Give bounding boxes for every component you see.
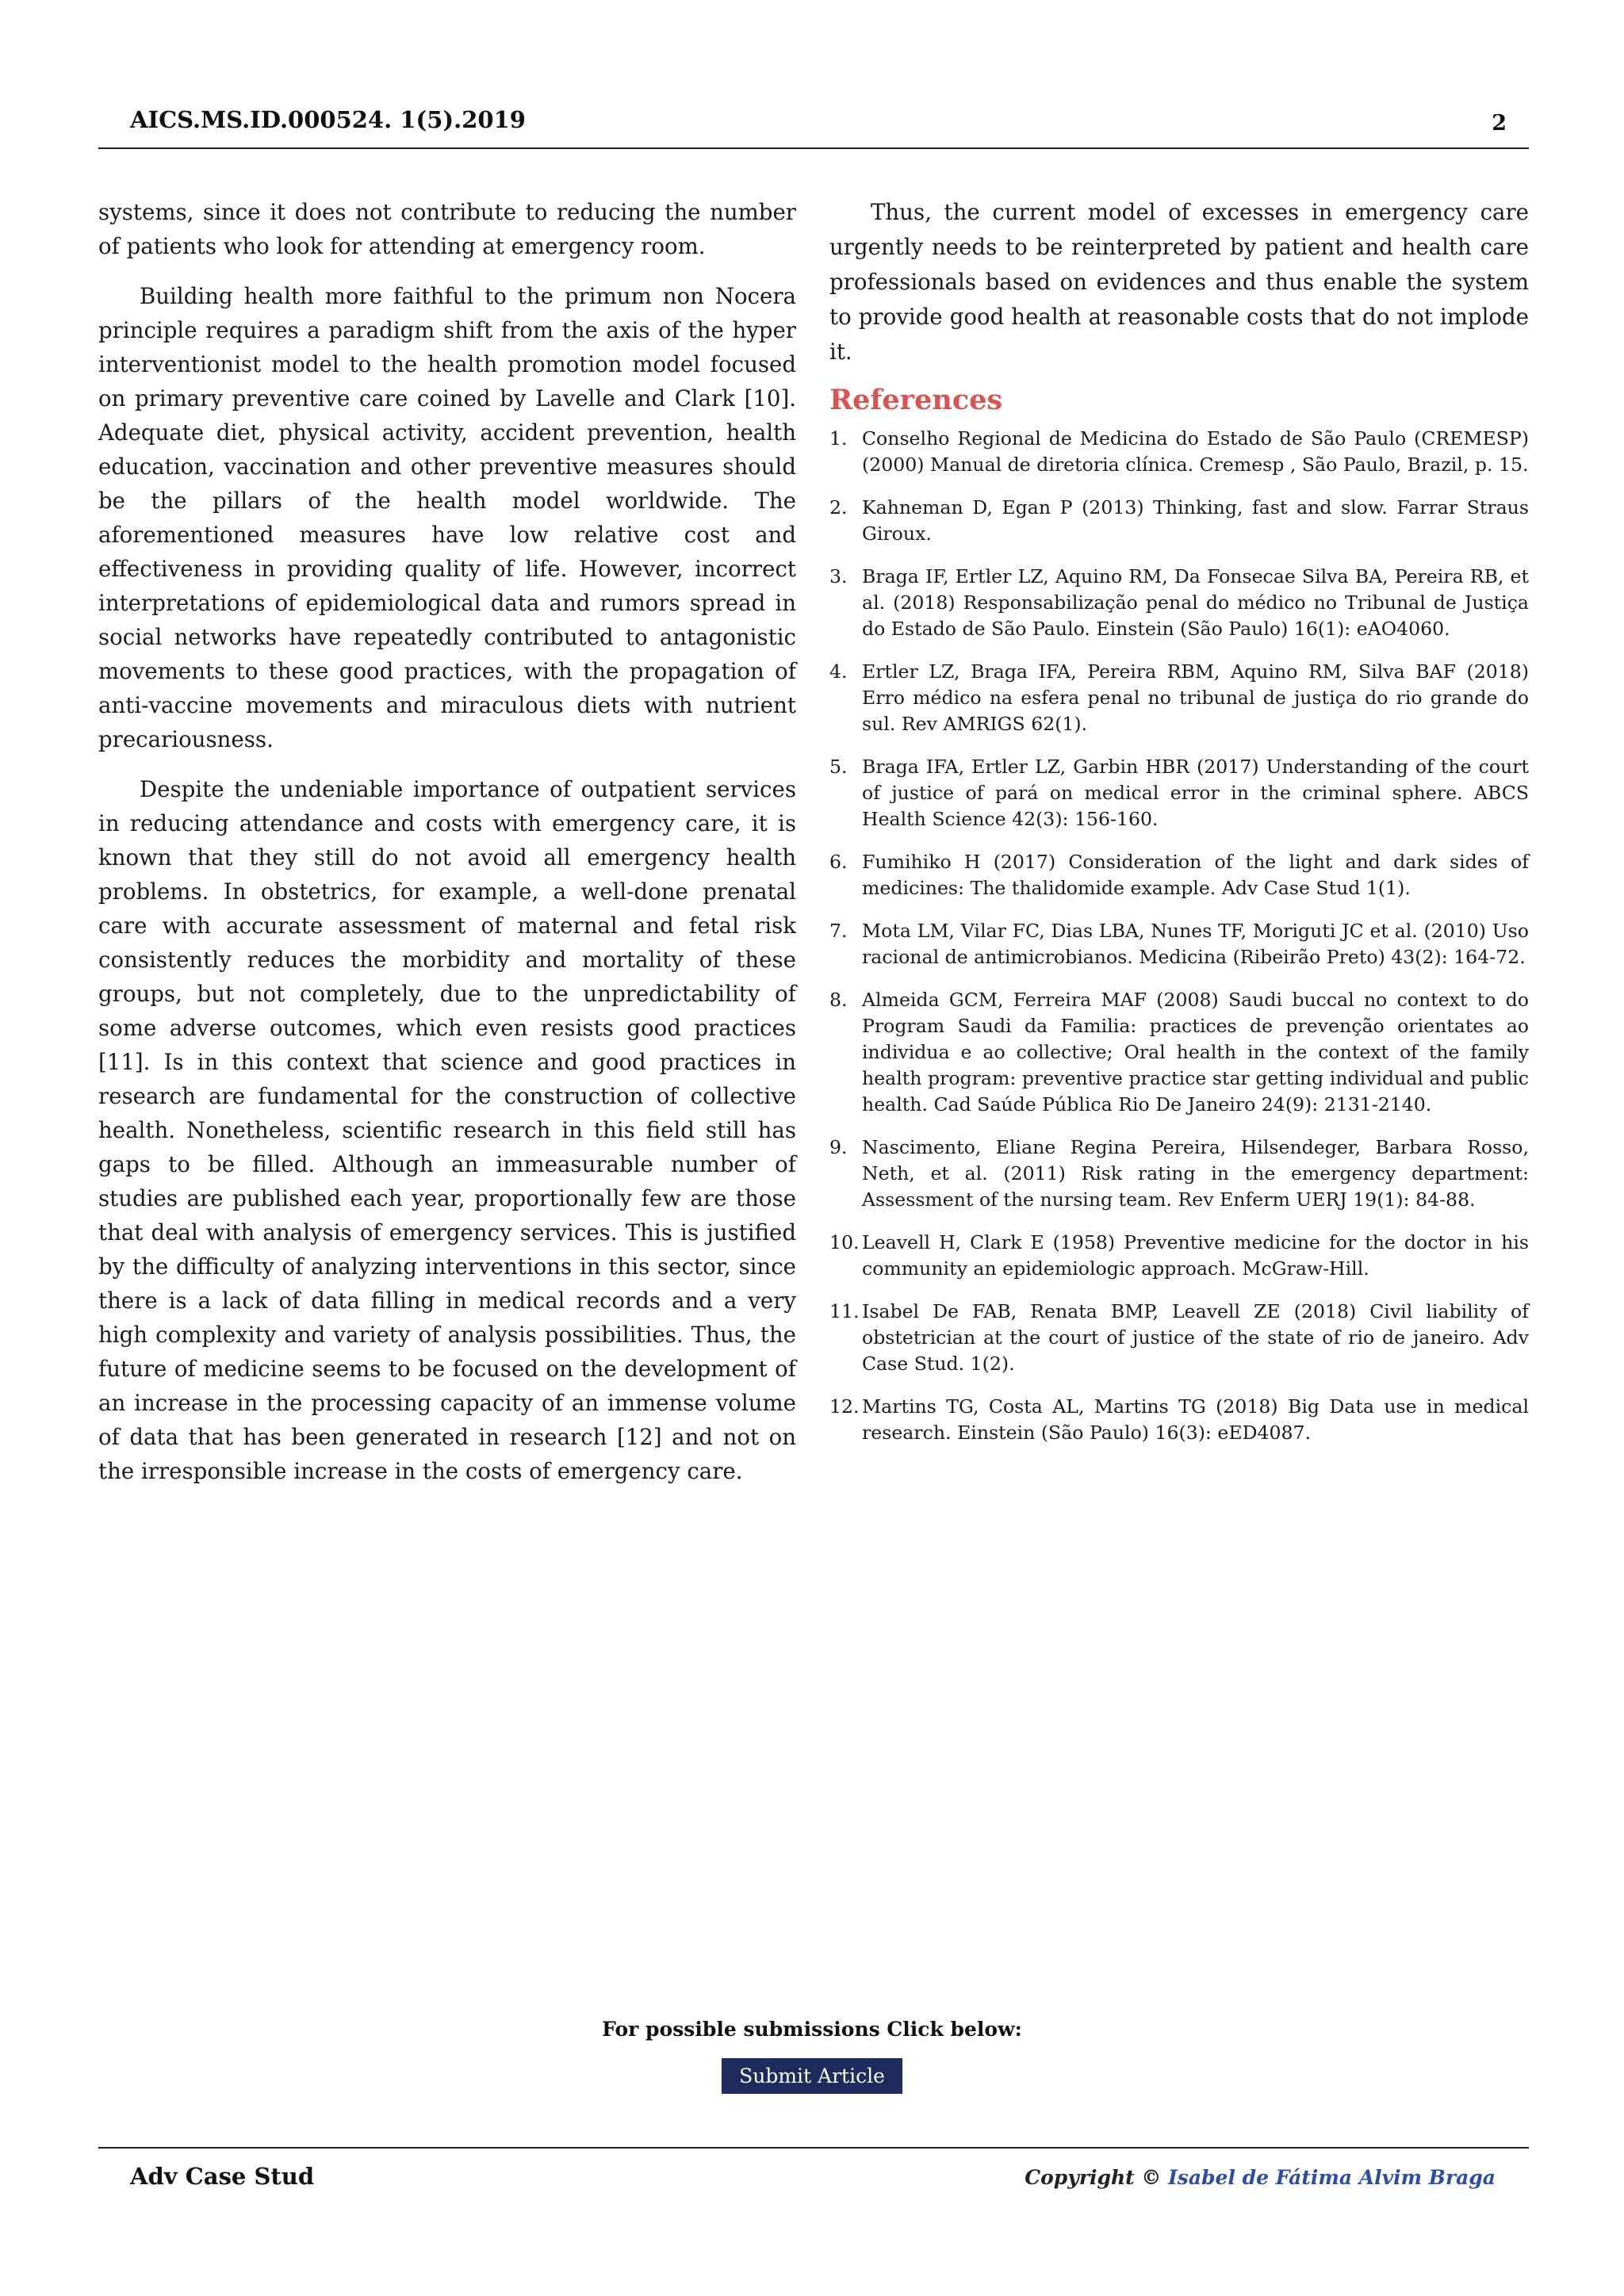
reference-item — [829, 1135, 1529, 1213]
reference-item — [829, 564, 1529, 642]
reference-number: 2. — [829, 496, 848, 519]
reference-number: 5. — [829, 756, 848, 778]
reference-text: Mota LM, Vilar FC, Dias LBA, Nunes TF, Moriguti JC et al. (2010) Uso racional de antimicrobianos. Medicina (Ribeirão Preto) 43(2): 164-72. — [862, 920, 1529, 968]
paragraph: Building health more faithful to the primum non Nocera principle requires a paradigm shift from the axis of the hyper interventionist model to the health promotion model focused on primary preventive care coined by Lavelle and Clark [10]. Adequate diet, physical activity, accident prevention, health education, vaccination and other preventive measures should be the pillars of the health model worldwide. The aforementioned measures have low relative cost and effectiveness in providing quality of life. However, incorrect interpretations of epidemiological data and rumors spread in social networks have repeatedly contributed to antagonistic movements to these good practices, with the propagation of anti-vaccine movements and miraculous diets with nutrient precariousness. — [98, 283, 796, 752]
reference-text: Kahneman D, Egan P (2013) Thinking, fast and slow. Farrar Straus Giroux. — [862, 496, 1529, 545]
journal-name: Adv Case Stud — [130, 2163, 315, 2190]
reference-number: 1. — [829, 427, 848, 450]
paragraph: Thus, the current model of excesses in emergency care urgently needs to be reinterpreted by patient and health care professionals based on evidences and thus enable the system to provide good health at reasonable costs that do not implode it. — [829, 199, 1529, 365]
reference-number: 6. — [829, 851, 848, 873]
reference-item — [829, 1394, 1529, 1446]
submit-article-button[interactable]: Submit Article — [722, 2058, 902, 2094]
references-heading: References — [829, 384, 1003, 416]
reference-item — [829, 1299, 1529, 1377]
reference-item — [829, 1230, 1529, 1282]
reference-number: 8. — [829, 989, 848, 1011]
reference-item — [829, 495, 1529, 547]
reference-number: 9. — [829, 1136, 848, 1158]
copyright-author-link[interactable]: Isabel de Fátima Alvim Braga — [1168, 2166, 1496, 2189]
reference-text: Isabel De FAB, Renata BMP, Leavell ZE (2018) Civil liability of obstetrician at the court of justice of the state of rio de janeiro. Adv Case Stud. 1(2). — [862, 1300, 1529, 1375]
reference-item — [829, 754, 1529, 832]
reference-number: 7. — [829, 920, 848, 942]
right-column — [829, 195, 1529, 1463]
reference-item — [829, 918, 1529, 970]
paragraph: systems, since it does not contribute to reducing the number of patients who look for attending at emergency room. — [98, 199, 796, 259]
reference-number: 11. — [829, 1300, 860, 1322]
reference-text: Braga IF, Ertler LZ, Aquino RM, Da Fonsecae Silva BA, Pereira RB, et al. (2018) Responsabilização penal do médico no Tribunal de Justiça do Estado de São Paulo. Einstein (São Paulo) 16(1): eAO4060. — [862, 565, 1529, 640]
reference-number: 3. — [829, 565, 848, 587]
reference-text: Conselho Regional de Medicina do Estado de São Paulo (CREMESP) (2000) Manual de diretoria clínica. Cremesp , São Paulo, Brazil, p. 15. — [862, 427, 1529, 476]
reference-item — [829, 849, 1529, 901]
submission-prompt: For possible submissions Click below: — [602, 2018, 1022, 2041]
reference-number: 10. — [829, 1231, 860, 1253]
reference-text: Martins TG, Costa AL, Martins TG (2018) Big Data use in medical research. Einstein (São Paulo) 16(3): eED4087. — [862, 1395, 1529, 1444]
document-id: AICS.MS.ID.000524. 1(5).2019 — [130, 106, 526, 133]
reference-number: 12. — [829, 1395, 860, 1418]
reference-text: Almeida GCM, Ferreira MAF (2008) Saudi buccal no context to do Program Saudi da Familia: practices de prevenção orientates ao individua e ao collective; Oral health in the context of the family health program: preventive practice star getting individual and public health. Cad Saúde Pública Rio De Janeiro 24(9): 2131-2140. — [862, 989, 1529, 1115]
reference-text: Braga IFA, Ertler LZ, Garbin HBR (2017) Understanding of the court of justice of pará on medical error in the criminal sphere. ABCS Health Science 42(3): 156-160. — [862, 756, 1529, 830]
page-footer — [98, 2147, 1529, 2196]
page-header — [98, 101, 1529, 149]
left-column — [98, 195, 796, 1504]
submission-area — [0, 2018, 1624, 2094]
reference-number: 4. — [829, 660, 848, 683]
reference-text: Nascimento, Eliane Regina Pereira, Hilsendeger, Barbara Rosso, Neth, et al. (2011) Risk rating in the emergency department: Assessment of the nursing team. Rev Enferm UERJ 19(1): 84-88. — [862, 1136, 1529, 1211]
reference-item — [829, 987, 1529, 1118]
reference-text: Leavell H, Clark E (1958) Preventive medicine for the doctor in his community an epidemiologic approach. McGraw-Hill. — [862, 1231, 1529, 1280]
paragraph: Despite the undeniable importance of outpatient services in reducing attendance and costs with emergency care, it is known that they still do not avoid all emergency health problems. In obstetrics, for example, a well-done prenatal care with accurate assessment of maternal and fetal risk consistently reduces the morbidity and mortality of these groups, but not completely, due to the unpredictability of some adverse outcomes, which even resists good practices [11]. Is in this context that science and good practices in research are fundamental for the construction of collective health. Nonetheless, scientific research in this field still has gaps to be filled. Although an immeasurable number of studies are published each year, proportionally few are those that deal with analysis of emergency services. This is justified by the difficulty of analyzing interventions in this sector, since there is a lack of data filling in medical records and a very high complexity and variety of analysis possibilities. Thus, the future of medicine seems to be focused on the development of an increase in the processing capacity of an immense volume of data that has been generated in research [12] and not on the irresponsible increase in the costs of emergency care. — [98, 776, 796, 1484]
copyright-label: Copyright © — [1025, 2166, 1162, 2189]
page-number: 2 — [1492, 111, 1507, 136]
reference-text: Ertler LZ, Braga IFA, Pereira RBM, Aquino RM, Silva BAF (2018) Erro médico na esfera penal no tribunal de justiça do rio grande do sul. Rev AMRIGS 62(1). — [862, 660, 1529, 735]
reference-text: Fumihiko H (2017) Consideration of the light and dark sides of medicines: The thalidomide example. Adv Case Stud 1(1). — [862, 851, 1529, 899]
references-list — [829, 426, 1529, 1446]
reference-item — [829, 659, 1529, 737]
reference-item — [829, 426, 1529, 478]
copyright — [1025, 2166, 1496, 2189]
